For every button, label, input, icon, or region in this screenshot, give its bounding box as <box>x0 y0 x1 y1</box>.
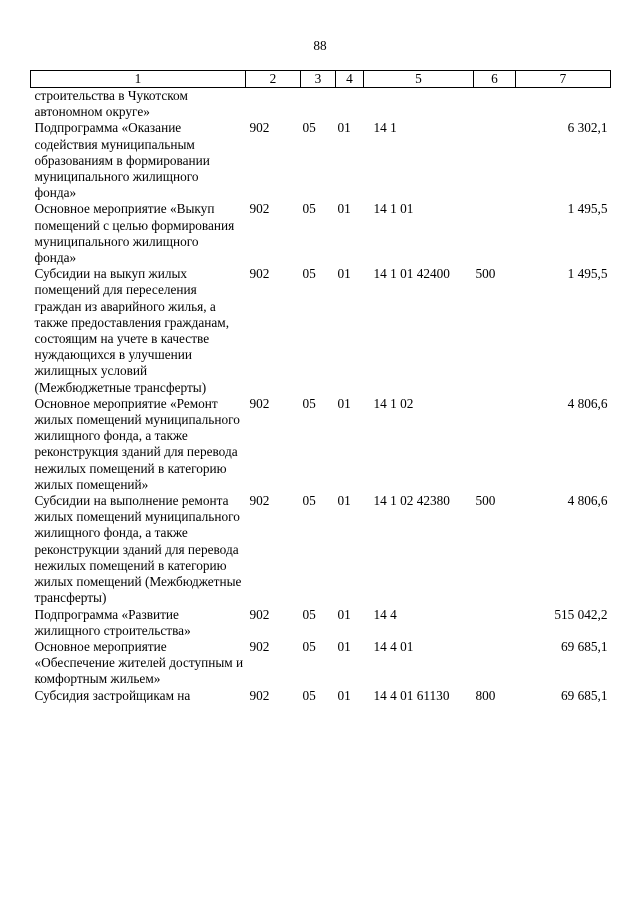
row-name-cell: Субсидии на выполнение ремонта жилых помещений муниципального жилищного фонда, а также реконструкции зданий для перевода нежилых помещений в категорию жилых помещений (Межбюджетные трансферты) <box>34 493 242 606</box>
row-ministry-code-cell: 902 <box>249 493 270 509</box>
row-ministry-code-cell: 902 <box>249 266 270 282</box>
row-name-cell: строительства в Чукотском автономном округе» <box>34 88 188 120</box>
row-subsection-cell: 01 <box>337 606 351 622</box>
table-row <box>31 396 611 493</box>
row-amount-cell: 6 302,1 <box>567 120 608 136</box>
header-col-4: 4 <box>336 71 364 88</box>
header-col-6: 6 <box>474 71 516 88</box>
row-expense-type-cell <box>474 639 516 688</box>
table-body <box>31 88 611 704</box>
row-target-article-cell: 14 1 02 42380 <box>373 493 450 509</box>
table-row <box>31 201 611 266</box>
header-col-1: 1 <box>31 71 246 88</box>
row-name-cell: Субсидии на выкуп жилых помещений для переселения граждан из аварийного жилья, а также предоставления гражданам, состоящим на учете в качестве нуждающихся в улучшении жилищных условий (Межбюджетные трансферты) <box>34 266 230 395</box>
row-expense-type-cell: 500 <box>475 493 496 509</box>
row-target-article-cell: 14 1 01 42400 <box>373 266 450 282</box>
row-ministry-code-cell: 902 <box>249 606 270 622</box>
row-expense-type-cell <box>474 396 516 493</box>
row-subsection-cell: 01 <box>337 120 351 136</box>
row-name-cell: Основное мероприятие «Выкуп помещений с целью формирования муниципального жилищного фонда» <box>34 201 235 266</box>
row-section-cell: 05 <box>302 493 316 509</box>
row-target-article-cell: 14 1 02 <box>373 395 414 411</box>
row-subsection-cell: 01 <box>337 493 351 509</box>
row-subsection-cell: 01 <box>337 395 351 411</box>
header-row <box>31 71 611 88</box>
table-row <box>31 493 611 606</box>
row-name-cell: Подпрограмма «Оказание содействия муниципальным образованиям в формировании муниципального жилищного фонда» <box>34 120 210 201</box>
table-row <box>31 120 611 201</box>
header-col-7: 7 <box>516 71 611 88</box>
budget-table <box>30 70 611 704</box>
table-header <box>31 71 611 88</box>
row-expense-type-cell <box>474 201 516 266</box>
row-name-cell: Субсидия застройщикам на <box>34 687 191 703</box>
header-col-5: 5 <box>364 71 474 88</box>
table-row <box>31 688 611 704</box>
row-target-article-cell: 14 4 01 <box>373 638 414 654</box>
row-expense-type-cell <box>474 88 516 121</box>
page-number: 88 <box>313 38 327 53</box>
table-row <box>31 266 611 396</box>
table-row <box>31 639 611 688</box>
row-section-cell: 05 <box>302 638 316 654</box>
row-subsection-cell: 01 <box>337 201 351 217</box>
row-section-cell: 05 <box>302 606 316 622</box>
header-col-3: 3 <box>301 71 336 88</box>
row-ministry-code-cell <box>246 88 301 121</box>
row-ministry-code-cell: 902 <box>249 687 270 703</box>
row-target-article-cell: 14 1 01 <box>373 201 414 217</box>
table-row <box>31 88 611 121</box>
row-target-article-cell: 14 1 <box>373 120 397 136</box>
row-amount-cell: 4 806,6 <box>567 395 608 411</box>
row-amount-cell: 1 495,5 <box>567 201 608 217</box>
row-target-article-cell <box>364 88 474 121</box>
row-target-article-cell: 14 4 <box>373 606 397 622</box>
row-section-cell: 05 <box>302 395 316 411</box>
row-subsection-cell: 01 <box>337 687 351 703</box>
row-expense-type-cell: 800 <box>475 687 496 703</box>
row-ministry-code-cell: 902 <box>249 120 270 136</box>
row-subsection-cell: 01 <box>337 638 351 654</box>
row-ministry-code-cell: 902 <box>249 395 270 411</box>
row-name-cell: Подпрограмма «Развитие жилищного строительства» <box>34 606 191 638</box>
row-amount-cell: 69 685,1 <box>560 687 608 703</box>
row-amount-cell <box>516 88 611 121</box>
row-amount-cell: 515 042,2 <box>554 606 608 622</box>
row-section-cell: 05 <box>302 266 316 282</box>
row-expense-type-cell <box>474 607 516 639</box>
row-name-cell: Основное мероприятие «Ремонт жилых помещений муниципального жилищного фонда, а также реконструкция зданий для перевода нежилых помещений в категорию жилых помещений» <box>34 395 240 492</box>
row-section-cell <box>301 88 336 121</box>
row-ministry-code-cell: 902 <box>249 201 270 217</box>
row-expense-type-cell <box>474 120 516 201</box>
row-section-cell: 05 <box>302 687 316 703</box>
row-subsection-cell: 01 <box>337 266 351 282</box>
row-section-cell: 05 <box>302 201 316 217</box>
row-amount-cell: 4 806,6 <box>567 493 608 509</box>
row-amount-cell: 69 685,1 <box>560 638 608 654</box>
row-ministry-code-cell: 902 <box>249 638 270 654</box>
row-section-cell: 05 <box>302 120 316 136</box>
row-name-cell: Основное мероприятие «Обеспечение жителей доступным и комфортным жильем» <box>34 638 244 687</box>
row-target-article-cell: 14 4 01 61130 <box>373 687 450 703</box>
header-col-2: 2 <box>246 71 301 88</box>
row-subsection-cell <box>336 88 364 121</box>
row-amount-cell: 1 495,5 <box>567 266 608 282</box>
row-expense-type-cell: 500 <box>475 266 496 282</box>
table-row <box>31 607 611 639</box>
